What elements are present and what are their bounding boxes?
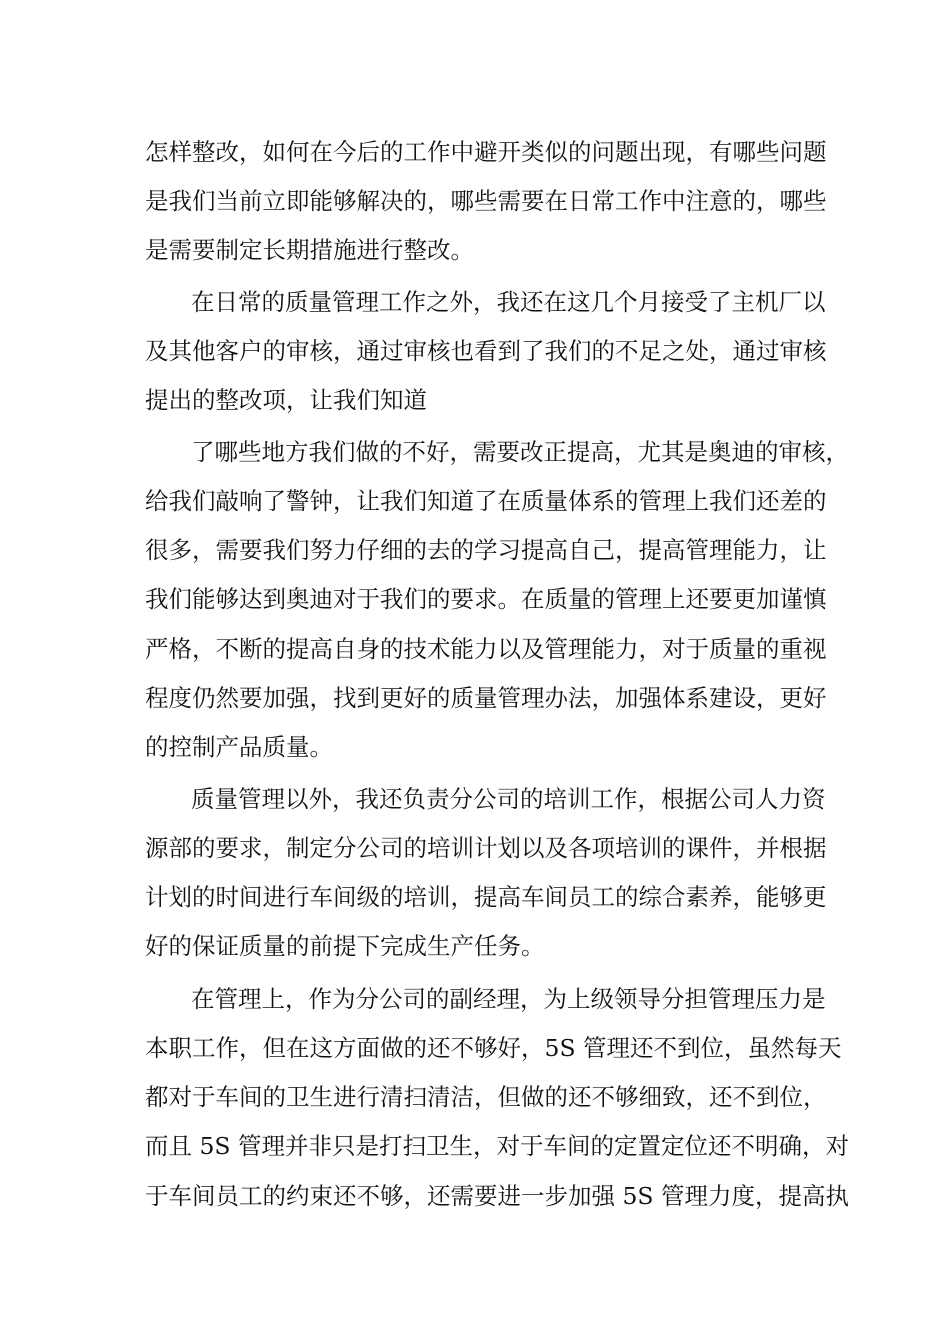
text-line: 计划的时间进行车间级的培训，提高车间员工的综合素养，能够更 bbox=[145, 883, 827, 911]
text-line: 在管理上，作为分公司的副经理，为上级领导分担管理压力是 bbox=[191, 985, 826, 1013]
text-line: 很多，需要我们努力仔细的去的学习提高自己，提高管理能力，让 bbox=[145, 536, 827, 564]
text-line: 给我们敲响了警钟，让我们知道了在质量体系的管理上我们还差的 bbox=[145, 487, 827, 515]
text-line: 源部的要求，制定分公司的培训计划以及各项培训的课件，并根据 bbox=[145, 834, 827, 862]
text-line: 好的保证质量的前提下完成生产任务。 bbox=[145, 932, 545, 960]
text-line: 及其他客户的审核，通过审核也看到了我们的不足之处，通过审核 bbox=[145, 337, 827, 365]
text-line: 了哪些地方我们做的不好，需要改正提高，尤其是奥迪的审核， bbox=[191, 438, 849, 466]
text-line: 的控制产品质量。 bbox=[145, 733, 333, 761]
text-line: 怎样整改，如何在今后的工作中避开类似的问题出现，有哪些问题 bbox=[145, 138, 827, 166]
text-line: 是需要制定长期措施进行整改。 bbox=[145, 236, 474, 264]
text-line: 在日常的质量管理工作之外，我还在这几个月接受了主机厂以 bbox=[191, 288, 826, 316]
text-line: 于车间员工的约束还不够，还需要进一步加强 5S 管理力度，提高执 bbox=[145, 1182, 849, 1210]
text-line: 都对于车间的卫生进行清扫清洁，但做的还不够细致，还不到位， bbox=[145, 1083, 827, 1111]
text-line: 严格，不断的提高自身的技术能力以及管理能力，对于质量的重视 bbox=[145, 635, 827, 663]
text-line: 我们能够达到奥迪对于我们的要求。在质量的管理上还要更加谨慎 bbox=[145, 585, 827, 613]
text-line: 本职工作，但在这方面做的还不够好，5S 管理还不到位，虽然每天 bbox=[145, 1034, 842, 1062]
text-line: 是我们当前立即能够解决的，哪些需要在日常工作中注意的，哪些 bbox=[145, 187, 827, 215]
text-line: 质量管理以外，我还负责分公司的培训工作，根据公司人力资 bbox=[191, 785, 826, 813]
text-line: 而且 5S 管理并非只是打扫卫生，对于车间的定置定位还不明确，对 bbox=[145, 1132, 849, 1160]
text-line: 程度仍然要加强，找到更好的质量管理办法，加强体系建设，更好 bbox=[145, 684, 827, 712]
text-line: 提出的整改项，让我们知道 bbox=[145, 386, 427, 414]
